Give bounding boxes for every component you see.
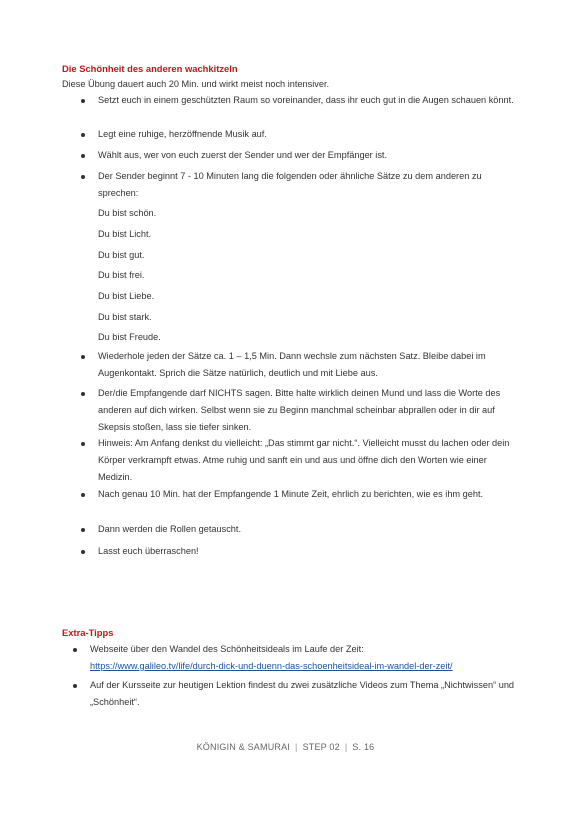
- bullet-icon: [81, 493, 85, 497]
- bullet-icon: [81, 355, 85, 359]
- list-item: Setzt euch in einem geschützten Raum so voreinander, dass ihr euch gut in die Augen schauen könnt.: [98, 92, 518, 109]
- intro-paragraph: Diese Übung dauert auch 20 Min. und wirkt meist noch intensiver.: [62, 79, 330, 89]
- bullet-icon: [81, 133, 85, 137]
- bullet-icon: [81, 154, 85, 158]
- bullet-icon: [81, 528, 85, 532]
- bullet-icon: [81, 550, 85, 554]
- footer-separator: |: [295, 742, 298, 752]
- section-heading: Die Schönheit des anderen wachkitzeln: [62, 63, 238, 74]
- list-item: Lasst euch überraschen!: [98, 543, 518, 560]
- galileo-link[interactable]: https://www.galileo.tv/life/durch-dick-und-duenn-das-schoenheitsideal-im-wandel-der-zeit/: [90, 661, 453, 671]
- list-item: Webseite über den Wandel des Schönheitsideals im Laufe der Zeit: https://www.galileo.tv/life/durch-dick-und-duenn-das-schoenheitsideal-im-wandel-der-zeit/: [90, 641, 520, 675]
- list-item: Dann werden die Rollen getauscht.: [98, 521, 518, 538]
- phrase-item: Du bist frei.: [98, 270, 145, 280]
- phrase-item: Du bist stark.: [98, 312, 152, 322]
- bullet-icon: [81, 99, 85, 103]
- bullet-icon: [81, 442, 85, 446]
- bullet-icon: [73, 648, 77, 652]
- list-item: Der Sender beginnt 7 - 10 Minuten lang die folgenden oder ähnliche Sätze zu dem anderen zu sprechen:: [98, 168, 518, 202]
- bullet-icon: [81, 175, 85, 179]
- phrase-item: Du bist schön.: [98, 208, 157, 218]
- bullet-icon: [73, 684, 77, 688]
- bullet-icon: [81, 392, 85, 396]
- list-item: Der/die Empfangende darf NICHTS sagen. Bitte halte wirklich deinen Mund und lass die Worte des anderen auf dich wirken. Selbst wenn sie zu Beginn manchmal scheinbar abprallen oder in dir auf Skepsis stoßen, lass sie tiefer sinken.: [98, 385, 518, 436]
- list-item: Wiederhole jeden der Sätze ca. 1 – 1,5 Min. Dann wechsle zum nächsten Satz. Bleibe dabei im Augenkontakt. Sprich die Sätze natürlich, deutlich und mit Liebe aus.: [98, 348, 518, 382]
- footer-page-number: S. 16: [352, 742, 375, 752]
- phrase-item: Du bist gut.: [98, 250, 145, 260]
- footer-separator: |: [344, 742, 348, 752]
- list-item: Legt eine ruhige, herzöffnende Musik auf.: [98, 126, 518, 143]
- list-item: Hinweis: Am Anfang denkst du vielleicht: „Das stimmt gar nicht.“. Vielleicht musst du lachen oder dein Körper verkrampft etwas. Atme ruhig und sanft ein und aus und öffne dich den Worten wie einer Medizin.: [98, 435, 518, 486]
- list-item: Nach genau 10 Min. hat der Empfangende 1 Minute Zeit, ehrlich zu berichten, wie es ihm geht.: [98, 486, 518, 503]
- extra-tips-heading: Extra-Tipps: [62, 627, 114, 638]
- list-item: Wählt aus, wer von euch zuerst der Sender und wer der Empfänger ist.: [98, 147, 518, 164]
- phrase-item: Du bist Licht.: [98, 229, 152, 239]
- page-footer: [0, 739, 571, 756]
- phrase-item: Du bist Freude.: [98, 332, 161, 342]
- phrase-item: Du bist Liebe.: [98, 291, 155, 301]
- footer-step: STEP 02: [302, 742, 340, 752]
- list-item: Auf der Kursseite zur heutigen Lektion findest du zwei zusätzliche Videos zum Thema „Nichtwissen“ und „Schönheit“.: [90, 677, 520, 711]
- footer-brand: KÖNIGIN & SAMURAI: [196, 742, 291, 752]
